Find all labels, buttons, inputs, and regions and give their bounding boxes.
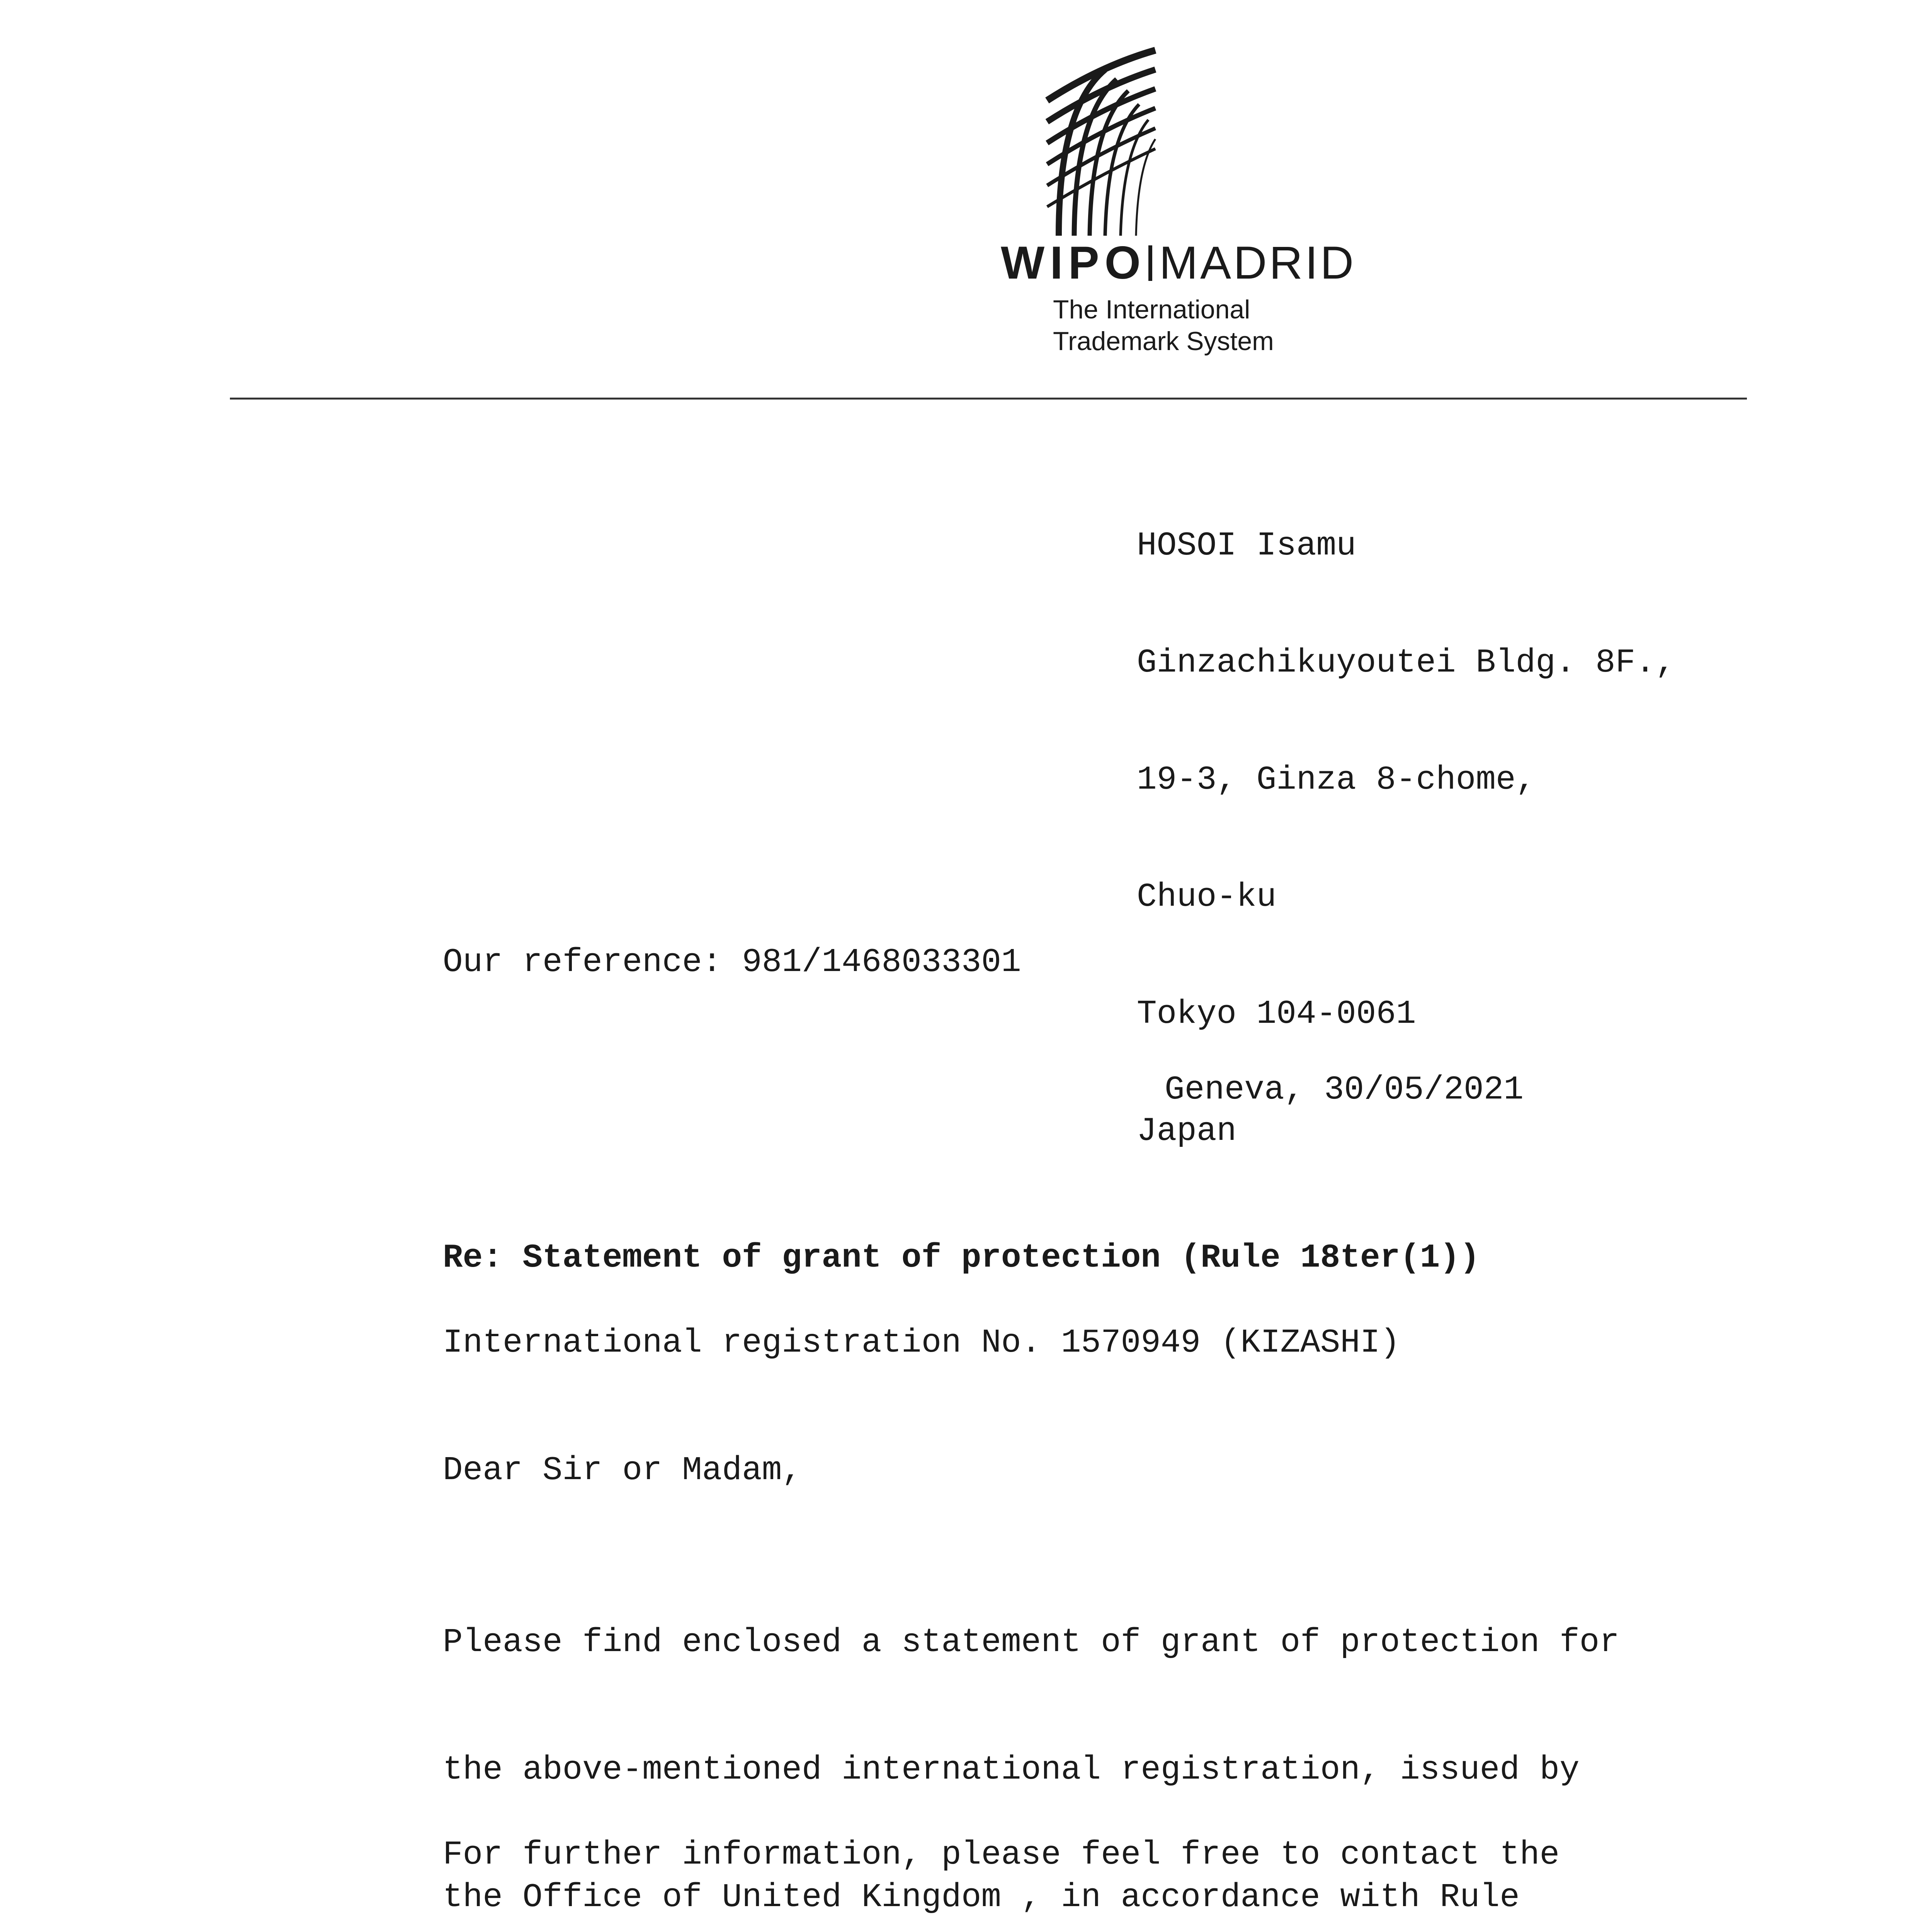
paragraph-line: the Office of United Kingdom , in accordance with Rule	[443, 1878, 1520, 1916]
tagline-line: Trademark System	[1053, 327, 1274, 356]
paragraph-line: For further information, please feel free to contact the	[443, 1836, 1560, 1874]
salutation: Dear Sir or Madam,	[443, 1451, 802, 1489]
address-line: Japan	[1137, 1112, 1237, 1150]
address-line: HOSOI Isamu	[1137, 527, 1356, 565]
body-paragraph-2	[443, 1748, 1560, 1932]
our-reference: Our reference: 981/1468033301	[443, 943, 1021, 981]
brand-divider	[1148, 245, 1152, 281]
address-line: Tokyo 104-0061	[1137, 995, 1416, 1033]
brand-wordmark	[1001, 237, 1356, 289]
address-line: 19-3, Ginza 8-chome,	[1137, 761, 1536, 799]
paragraph-line: Please find enclosed a statement of grant of protection for	[443, 1623, 1619, 1661]
brand-secondary: MADRID	[1159, 237, 1356, 289]
address-line: Ginzachikuyoutei Bldg. 8F.,	[1137, 644, 1675, 682]
wipo-logo-icon	[1043, 43, 1159, 240]
registration-number: International registration No. 1570949 (KIZASHI)	[443, 1324, 1400, 1362]
address-line: Chuo-ku	[1137, 878, 1277, 916]
tagline-line: The International	[1053, 295, 1250, 324]
paragraph-line: the above-mentioned international registration, issued by	[443, 1751, 1580, 1789]
letter-subject: Re: Statement of grant of protection (Rule 18ter(1))	[443, 1239, 1480, 1277]
brand-primary: WIPO	[1001, 237, 1146, 289]
letter-date: Geneva, 30/05/2021	[1165, 1071, 1524, 1109]
brand-tagline	[1053, 294, 1274, 357]
header-divider	[230, 398, 1747, 400]
